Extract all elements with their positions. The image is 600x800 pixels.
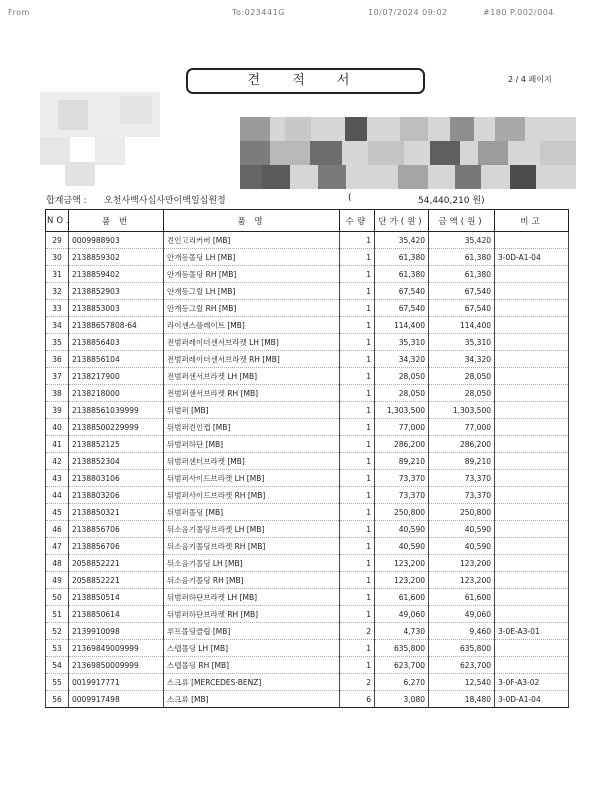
table-row <box>46 470 569 487</box>
cell-unit-price: 34,320 <box>375 351 429 368</box>
table-row <box>46 572 569 589</box>
cell-no: 46 <box>46 521 69 538</box>
cell-quantity: 1 <box>340 232 375 249</box>
cell-no: 51 <box>46 606 69 623</box>
total-paren: ( <box>348 193 352 203</box>
cell-remarks <box>495 555 569 572</box>
cell-remarks <box>495 521 569 538</box>
col-header-unit-price: 단가(원) <box>375 210 429 232</box>
cell-part-name: 안개등몰딩 LH [MB] <box>164 249 340 266</box>
table-row <box>46 402 569 419</box>
cell-part-number: 2138852903 <box>69 283 164 300</box>
cell-amount: 9,460 <box>429 623 495 640</box>
cell-unit-price: 67,540 <box>375 300 429 317</box>
cell-part-name: 뒤범퍼사이드브라켓 RH [MB] <box>164 487 340 504</box>
cell-part-number: 2058852221 <box>69 572 164 589</box>
cell-unit-price: 1,303,500 <box>375 402 429 419</box>
table-row <box>46 249 569 266</box>
cell-part-name: 안개등그릴 LH [MB] <box>164 283 340 300</box>
cell-part-name: 뒤소음기몰딩브라켓 RH [MB] <box>164 538 340 555</box>
cell-no: 32 <box>46 283 69 300</box>
cell-no: 31 <box>46 266 69 283</box>
col-header-part-number: 품 번 <box>69 210 164 232</box>
cell-remarks <box>495 572 569 589</box>
cell-remarks <box>495 487 569 504</box>
cell-remarks: 3-0E-A3-01 <box>495 623 569 640</box>
cell-amount: 35,310 <box>429 334 495 351</box>
cell-quantity: 1 <box>340 385 375 402</box>
cell-quantity: 2 <box>340 674 375 691</box>
cell-unit-price: 123,200 <box>375 555 429 572</box>
cell-unit-price: 89,210 <box>375 453 429 470</box>
cell-part-number: 2138850321 <box>69 504 164 521</box>
cell-quantity: 1 <box>340 487 375 504</box>
table-row <box>46 555 569 572</box>
cell-quantity: 1 <box>340 555 375 572</box>
col-header-part-name: 품 명 <box>164 210 340 232</box>
cell-part-number: 2138852304 <box>69 453 164 470</box>
cell-quantity: 1 <box>340 640 375 657</box>
cell-quantity: 1 <box>340 419 375 436</box>
cell-no: 38 <box>46 385 69 402</box>
cell-unit-price: 6,270 <box>375 674 429 691</box>
cell-remarks <box>495 351 569 368</box>
cell-remarks <box>495 283 569 300</box>
cell-no: 41 <box>46 436 69 453</box>
cell-quantity: 1 <box>340 283 375 300</box>
cell-unit-price: 114,400 <box>375 317 429 334</box>
table-row <box>46 504 569 521</box>
table-row <box>46 385 569 402</box>
cell-amount: 250,800 <box>429 504 495 521</box>
table-row <box>46 436 569 453</box>
cell-no: 47 <box>46 538 69 555</box>
cell-no: 30 <box>46 249 69 266</box>
cell-remarks <box>495 589 569 606</box>
col-header-amount: 금액(원) <box>429 210 495 232</box>
cell-quantity: 1 <box>340 572 375 589</box>
fax-from: From <box>8 8 30 17</box>
cell-no: 35 <box>46 334 69 351</box>
cell-no: 54 <box>46 657 69 674</box>
cell-no: 45 <box>46 504 69 521</box>
cell-part-number: 2138850614 <box>69 606 164 623</box>
table-row <box>46 640 569 657</box>
col-header-no: NO. <box>46 210 69 232</box>
cell-part-number: 2138803106 <box>69 470 164 487</box>
cell-unit-price: 35,310 <box>375 334 429 351</box>
cell-no: 52 <box>46 623 69 640</box>
fax-to: To:023441G <box>232 8 285 17</box>
cell-quantity: 1 <box>340 368 375 385</box>
cell-unit-price: 61,600 <box>375 589 429 606</box>
cell-remarks <box>495 334 569 351</box>
cell-quantity: 1 <box>340 300 375 317</box>
cell-unit-price: 67,540 <box>375 283 429 300</box>
fax-datetime: 10/07/2024 09:02 <box>368 8 448 17</box>
table-row <box>46 232 569 249</box>
cell-amount: 123,200 <box>429 555 495 572</box>
table-row <box>46 606 569 623</box>
cell-no: 37 <box>46 368 69 385</box>
cell-part-name: 뒤소음기몰딩 LH [MB] <box>164 555 340 572</box>
cell-quantity: 1 <box>340 521 375 538</box>
cell-remarks <box>495 385 569 402</box>
cell-amount: 61,600 <box>429 589 495 606</box>
cell-quantity: 1 <box>340 657 375 674</box>
document-title: 견 적 서 <box>186 68 425 94</box>
cell-quantity: 1 <box>340 402 375 419</box>
cell-part-number: 21388561039999 <box>69 402 164 419</box>
cell-no: 44 <box>46 487 69 504</box>
col-header-remarks: 비고 <box>495 210 569 232</box>
cell-part-name: 뒤범퍼사이드브라켓 LH [MB] <box>164 470 340 487</box>
quote-items-table <box>45 209 569 708</box>
total-amount-words: 오천사백사십사만이백일십원정 <box>104 196 226 206</box>
cell-remarks: 3-0D-A1-04 <box>495 249 569 266</box>
cell-part-name: 스텝몰딩 LH [MB] <box>164 640 340 657</box>
cell-part-name: 라이센스플레이트 [MB] <box>164 317 340 334</box>
cell-unit-price: 123,200 <box>375 572 429 589</box>
cell-quantity: 1 <box>340 317 375 334</box>
cell-no: 55 <box>46 674 69 691</box>
cell-part-name: 스텝몰딩 RH [MB] <box>164 657 340 674</box>
cell-amount: 89,210 <box>429 453 495 470</box>
cell-amount: 635,800 <box>429 640 495 657</box>
cell-remarks <box>495 402 569 419</box>
cell-remarks: 3-0F-A3-02 <box>495 674 569 691</box>
cell-part-number: 21369849009999 <box>69 640 164 657</box>
cell-no: 49 <box>46 572 69 589</box>
table-row <box>46 300 569 317</box>
cell-amount: 34,320 <box>429 351 495 368</box>
cell-part-number: 2138853003 <box>69 300 164 317</box>
cell-amount: 123,200 <box>429 572 495 589</box>
cell-part-name: 뒤범퍼하단브라켓 LH [MB] <box>164 589 340 606</box>
cell-part-name: 견인고리커버 [MB] <box>164 232 340 249</box>
table-row <box>46 351 569 368</box>
cell-unit-price: 4,730 <box>375 623 429 640</box>
cell-quantity: 1 <box>340 453 375 470</box>
cell-remarks <box>495 657 569 674</box>
cell-unit-price: 3,080 <box>375 691 429 708</box>
table-row <box>46 266 569 283</box>
cell-remarks <box>495 300 569 317</box>
cell-no: 50 <box>46 589 69 606</box>
cell-amount: 286,200 <box>429 436 495 453</box>
cell-unit-price: 40,590 <box>375 521 429 538</box>
cell-part-number: 2138859402 <box>69 266 164 283</box>
cell-remarks <box>495 436 569 453</box>
cell-remarks: 3-0D-A1-04 <box>495 691 569 708</box>
cell-part-number: 2138859302 <box>69 249 164 266</box>
cell-part-name: 뒤범퍼 [MB] <box>164 402 340 419</box>
table-row <box>46 589 569 606</box>
table-row <box>46 657 569 674</box>
cell-part-number: 0009988903 <box>69 232 164 249</box>
table-row <box>46 334 569 351</box>
table-row <box>46 283 569 300</box>
cell-part-number: 2138856104 <box>69 351 164 368</box>
total-amount: 54,440,210 원) <box>418 196 485 206</box>
cell-unit-price: 61,380 <box>375 266 429 283</box>
cell-remarks <box>495 504 569 521</box>
cell-remarks <box>495 232 569 249</box>
cell-quantity: 1 <box>340 538 375 555</box>
cell-remarks <box>495 640 569 657</box>
cell-amount: 67,540 <box>429 300 495 317</box>
cell-part-name: 스크류 [MB] <box>164 691 340 708</box>
table-row <box>46 317 569 334</box>
cell-quantity: 6 <box>340 691 375 708</box>
cell-part-number: 2058852221 <box>69 555 164 572</box>
cell-part-number: 2138218000 <box>69 385 164 402</box>
cell-remarks <box>495 266 569 283</box>
cell-no: 34 <box>46 317 69 334</box>
cell-unit-price: 73,370 <box>375 487 429 504</box>
cell-no: 33 <box>46 300 69 317</box>
cell-amount: 18,480 <box>429 691 495 708</box>
cell-part-name: 루프몰딩클립 [MB] <box>164 623 340 640</box>
cell-part-name: 뒤소음기몰딩브라켓 LH [MB] <box>164 521 340 538</box>
cell-no: 56 <box>46 691 69 708</box>
cell-remarks <box>495 606 569 623</box>
cell-quantity: 1 <box>340 436 375 453</box>
cell-amount: 61,380 <box>429 266 495 283</box>
cell-quantity: 1 <box>340 504 375 521</box>
cell-no: 40 <box>46 419 69 436</box>
cell-no: 43 <box>46 470 69 487</box>
cell-part-name: 뒤범퍼하단 [MB] <box>164 436 340 453</box>
cell-part-number: 2139910098 <box>69 623 164 640</box>
cell-part-number: 0019917771 <box>69 674 164 691</box>
cell-remarks <box>495 419 569 436</box>
cell-amount: 49,060 <box>429 606 495 623</box>
cell-part-number: 0009917498 <box>69 691 164 708</box>
cell-unit-price: 250,800 <box>375 504 429 521</box>
table-row <box>46 521 569 538</box>
cell-unit-price: 49,060 <box>375 606 429 623</box>
cell-quantity: 1 <box>340 470 375 487</box>
cell-quantity: 1 <box>340 351 375 368</box>
cell-quantity: 1 <box>340 606 375 623</box>
table-header-row <box>46 210 569 232</box>
table-row <box>46 453 569 470</box>
cell-unit-price: 35,420 <box>375 232 429 249</box>
cell-amount: 28,050 <box>429 368 495 385</box>
col-header-quantity: 수량 <box>340 210 375 232</box>
cell-quantity: 1 <box>340 589 375 606</box>
cell-unit-price: 61,380 <box>375 249 429 266</box>
cell-no: 39 <box>46 402 69 419</box>
table-row <box>46 623 569 640</box>
cell-quantity: 2 <box>340 623 375 640</box>
cell-amount: 623,700 <box>429 657 495 674</box>
cell-no: 36 <box>46 351 69 368</box>
cell-no: 48 <box>46 555 69 572</box>
cell-unit-price: 40,590 <box>375 538 429 555</box>
cell-part-name: 뒤범퍼센터브라켓 [MB] <box>164 453 340 470</box>
cell-unit-price: 28,050 <box>375 368 429 385</box>
cell-part-number: 2138856706 <box>69 538 164 555</box>
cell-part-name: 뒤범퍼몰딩 [MB] <box>164 504 340 521</box>
cell-part-name: 뒤소음기몰딩 RH [MB] <box>164 572 340 589</box>
cell-unit-price: 623,700 <box>375 657 429 674</box>
table-row <box>46 691 569 708</box>
cell-part-name: 뒤범퍼견인캡 [MB] <box>164 419 340 436</box>
cell-amount: 73,370 <box>429 470 495 487</box>
table-row <box>46 487 569 504</box>
cell-part-number: 2138856403 <box>69 334 164 351</box>
cell-part-number: 21369850009999 <box>69 657 164 674</box>
cell-quantity: 1 <box>340 249 375 266</box>
cell-part-number: 2138856706 <box>69 521 164 538</box>
cell-part-name: 뒤범퍼하단브라켓 RH [MB] <box>164 606 340 623</box>
cell-amount: 1,303,500 <box>429 402 495 419</box>
cell-amount: 40,590 <box>429 538 495 555</box>
table-row <box>46 538 569 555</box>
cell-quantity: 1 <box>340 266 375 283</box>
cell-amount: 35,420 <box>429 232 495 249</box>
cell-amount: 77,000 <box>429 419 495 436</box>
cell-part-name: 전범퍼레이더센서브라켓 RH [MB] <box>164 351 340 368</box>
cell-part-number: 21388500229999 <box>69 419 164 436</box>
page-indicator: 2 / 4 페이지 <box>508 75 552 84</box>
cell-unit-price: 77,000 <box>375 419 429 436</box>
cell-no: 42 <box>46 453 69 470</box>
cell-part-name: 전범퍼센서브라켓 RH [MB] <box>164 385 340 402</box>
cell-amount: 67,540 <box>429 283 495 300</box>
cell-unit-price: 635,800 <box>375 640 429 657</box>
cell-remarks <box>495 453 569 470</box>
total-amount-row <box>46 193 566 207</box>
cell-part-number: 2138217900 <box>69 368 164 385</box>
fax-page: #180 P.002/004 <box>483 8 554 17</box>
cell-part-number: 21388657808-64 <box>69 317 164 334</box>
cell-part-number: 2138850514 <box>69 589 164 606</box>
cell-unit-price: 286,200 <box>375 436 429 453</box>
cell-amount: 73,370 <box>429 487 495 504</box>
cell-part-number: 2138852125 <box>69 436 164 453</box>
table-row <box>46 419 569 436</box>
cell-part-name: 전범퍼센서브라켓 LH [MB] <box>164 368 340 385</box>
total-label: 합계금액 : <box>46 196 87 206</box>
cell-remarks <box>495 368 569 385</box>
cell-amount: 40,590 <box>429 521 495 538</box>
cell-quantity: 1 <box>340 334 375 351</box>
cell-remarks <box>495 317 569 334</box>
table-row <box>46 368 569 385</box>
cell-part-name: 안개등그릴 RH [MB] <box>164 300 340 317</box>
table-row <box>46 674 569 691</box>
cell-remarks <box>495 470 569 487</box>
cell-part-name: 안개등몰딩 RH [MB] <box>164 266 340 283</box>
cell-remarks <box>495 538 569 555</box>
cell-unit-price: 28,050 <box>375 385 429 402</box>
cell-part-name: 스크류 [MERCEDES-BENZ] <box>164 674 340 691</box>
cell-unit-price: 73,370 <box>375 470 429 487</box>
cell-amount: 114,400 <box>429 317 495 334</box>
cell-no: 29 <box>46 232 69 249</box>
cell-part-number: 2138803206 <box>69 487 164 504</box>
cell-amount: 61,380 <box>429 249 495 266</box>
cell-part-name: 전범퍼레이더센서브라켓 LH [MB] <box>164 334 340 351</box>
cell-amount: 28,050 <box>429 385 495 402</box>
cell-amount: 12,540 <box>429 674 495 691</box>
cell-no: 53 <box>46 640 69 657</box>
